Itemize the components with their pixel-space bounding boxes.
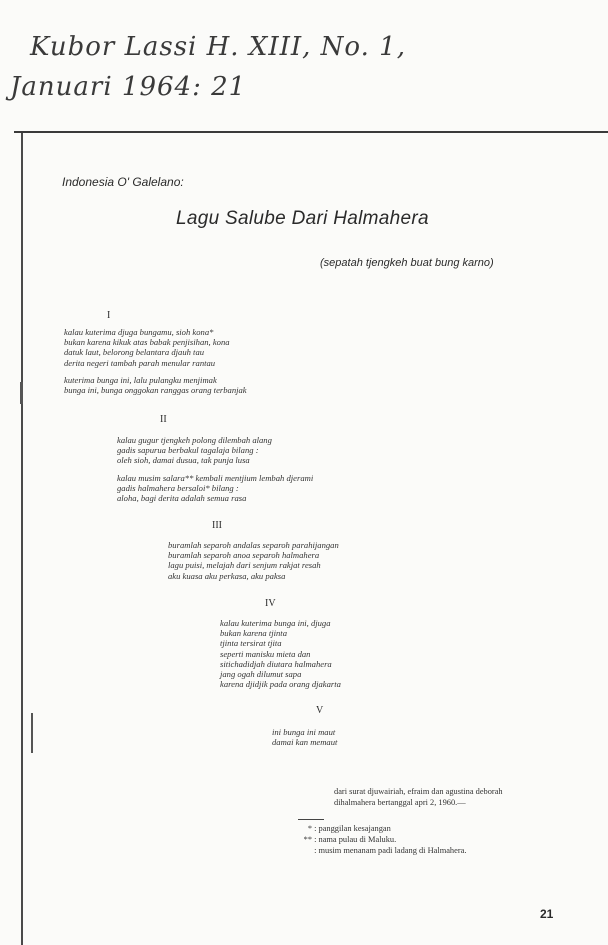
footnote xyxy=(298,834,466,845)
margin-mark xyxy=(20,382,23,404)
page-top-border xyxy=(14,131,608,133)
poem-line: kalau musim salara** kembali mentjium lembah djerami xyxy=(117,472,314,483)
source-note xyxy=(334,786,503,808)
poem-line: gadis halmahera bersaloi* bilang : xyxy=(117,482,239,493)
stanza-numeral: V xyxy=(316,705,324,716)
poem-line: bukan karena tjinta xyxy=(220,628,287,639)
stanza-numeral: III xyxy=(212,520,222,531)
footnote-text: : panggilan kesajangan xyxy=(314,824,391,833)
footnote xyxy=(298,823,466,834)
stanza-2 xyxy=(117,435,313,503)
poem-line: karena djidjik pada orang djakarta xyxy=(220,679,341,690)
stanza-gap xyxy=(64,368,247,375)
poem-line: datuk laut, belorong belantara djauh tau xyxy=(64,347,205,358)
poem-line: sitichadidjah diutara halmahera xyxy=(220,658,332,669)
poem-line: buramlah separoh anoa separoh halmahera xyxy=(168,550,320,561)
handwritten-citation-line1: Kubor Lassi H. XIII, No. 1, xyxy=(30,32,406,62)
footnote xyxy=(298,845,466,856)
poem-line: gadis sapurua berbakul tagalaja bilang : xyxy=(117,445,259,456)
poem-line: kuterima bunga ini, lalu pulangku menjimak xyxy=(64,374,217,385)
poem-line: ini bunga ini maut xyxy=(272,727,336,737)
poem-line: bunga ini, bunga onggokan ranggas orang terbanjak xyxy=(64,384,247,395)
poem-line: lagu puisi, melajah dari senjum rakjat resah xyxy=(168,560,321,571)
stanza-gap xyxy=(117,466,313,473)
footnotes xyxy=(298,823,466,856)
stanza-numeral: IV xyxy=(265,598,276,609)
footnote-mark: * xyxy=(307,824,312,833)
footnote-mark: ** xyxy=(303,835,312,844)
poem-line: kalau kuterima djuga bungamu, sioh kona* xyxy=(64,327,214,337)
poem-line: aku kuasa aku perkasa, aku paksa xyxy=(168,570,286,581)
footnote-separator xyxy=(298,819,324,820)
margin-mark xyxy=(31,713,33,753)
stanza-4 xyxy=(220,618,341,689)
poem-line: jang ogah dilumut sapa xyxy=(220,668,302,679)
poem-line: derita negeri tambah parah menular rantau xyxy=(64,357,216,368)
poem-line: kalau gugur tjengkeh polong dilembah alang xyxy=(117,435,272,445)
poem-line: bukan karena kikuk atas babak penjisihan, kona xyxy=(64,337,230,348)
stanza-numeral: I xyxy=(107,310,111,321)
poem-line: kalau kuterima bunga ini, djuga xyxy=(220,618,331,628)
section-heading: Indonesia O' Galelano: xyxy=(62,175,184,189)
poem-line: tjinta tersirat tjita xyxy=(220,638,282,649)
page-left-border xyxy=(21,133,23,945)
page-number: 21 xyxy=(540,907,554,921)
handwritten-citation-line2: Januari 1964: 21 xyxy=(10,72,247,102)
poem-line: damai kan memaut xyxy=(272,737,338,748)
source-note-line: dihalmahera bertanggal apri 2, 1960.— xyxy=(334,798,466,807)
poem-line: seperti manisku mieta dan xyxy=(220,648,311,659)
subtitle: (sepatah tjengkeh buat bung karno) xyxy=(320,257,494,269)
poem-line: aloha, bagi derita adalah semua rasa xyxy=(117,492,247,503)
stanza-1 xyxy=(64,327,247,395)
footnote-text: : musim menanam padi ladang di Halmahera. xyxy=(314,846,467,855)
stanza-3 xyxy=(168,540,339,581)
stanza-numeral: II xyxy=(160,414,167,425)
stanza-5 xyxy=(272,727,337,747)
poem-line: buramlah separoh andalas separoh parahijangan xyxy=(168,540,339,550)
poem-line: oleh sioh, damai dusua, tak punja lusa xyxy=(117,455,250,466)
footnote-text: : nama pulau di Maluku. xyxy=(314,835,397,844)
source-note-line: dari surat djuwairiah, efraim dan agustina deborah xyxy=(334,787,503,796)
page-title: Lagu Salube Dari Halmahera xyxy=(176,208,429,229)
